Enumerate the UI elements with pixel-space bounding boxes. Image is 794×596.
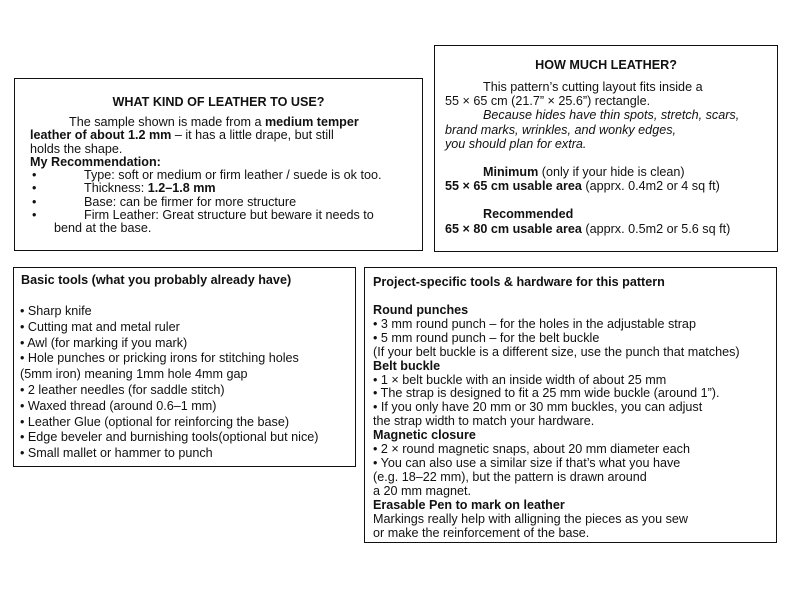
list-item: • The strap is designed to fit a 25 mm wide buckle (around 1”). [373, 386, 720, 401]
leather-type-title: WHAT KIND OF LEATHER TO USE? [112, 95, 325, 109]
intro-text-2: – it has a little drape, but still [171, 128, 334, 143]
list-item: a 20 mm magnet. [373, 483, 471, 498]
list-item: Markings really help with alligning the pieces as you sew [373, 511, 689, 526]
bullet-dot: • [32, 194, 37, 209]
list-item: • If you only have 20 mm or 30 mm buckles, you can adjust [373, 400, 703, 415]
recommended-area-value: 65 × 80 cm usable area [445, 221, 582, 236]
bullet-text: Firm Leather: Great structure but beware it needs to [84, 208, 374, 223]
list-item: • 5 mm round punch – for the belt buckle [373, 330, 600, 345]
basic-tools-title: Basic tools (what you probably already have) [21, 273, 292, 287]
leather-type-panel [14, 78, 423, 251]
bullet-base [30, 196, 416, 209]
round-punches-heading: Round punches [373, 303, 469, 317]
bullet-text: Type: soft or medium or firm leather / suede is ok too. [84, 168, 382, 183]
list-item: • Awl (for marking if you mark) [20, 335, 188, 350]
layout-line-3: Because hides have thin spots, stretch, scars, [483, 108, 740, 123]
list-item: • 3 mm round punch – for the holes in the adjustable strap [373, 316, 696, 331]
list-item: • Leather Glue (optional for reinforcing the base) [20, 414, 290, 429]
project-tools-title: Project-specific tools & hardware for this pattern [373, 275, 665, 289]
magnetic-closure-heading: Magnetic closure [373, 428, 476, 443]
list-item: • 2 leather needles (for saddle stitch) [20, 382, 225, 397]
list-item: • 2 × round magnetic snaps, about 20 mm diameter each [373, 442, 690, 457]
layout-line-5: you should plan for extra. [445, 136, 587, 151]
bullet-type [30, 169, 416, 182]
layout-line-2: 55 × 65 cm (21.7” × 25.6”) rectangle. [445, 94, 651, 109]
minimum-area [445, 179, 773, 193]
list-item: (5mm iron) meaning 1mm hole 4mm gap [20, 367, 248, 382]
minimum-area-note: (apprx. 0.4m2 or 4 sq ft) [581, 179, 720, 194]
list-item: • Edge beveler and burnishing tools(optional but nice) [20, 430, 319, 445]
list-item: • Small mallet or hammer to punch [20, 446, 213, 461]
recommended-label: Recommended [483, 207, 574, 222]
leather-type-body [30, 116, 416, 236]
list-item: or make the reinforcement of the base. [373, 525, 590, 540]
list-item: • 1 × belt buckle with an inside width of about 25 mm [373, 372, 667, 387]
layout-line-1: This pattern’s cutting layout fits inside a [483, 80, 703, 94]
intro-emphasis: medium temper [264, 115, 359, 129]
intro-line-2 [30, 129, 416, 142]
list-item: (e.g. 18–22 mm), but the pattern is drawn around [373, 469, 647, 484]
minimum-area-value: 55 × 65 cm usable area [445, 179, 582, 194]
list-item: (If your belt buckle is a different size, use the punch that matches) [373, 344, 740, 359]
basic-tools-panel [13, 267, 356, 467]
thickness-value: 1.2–1.8 mm [147, 181, 216, 196]
erasable-pen-heading: Erasable Pen to mark on leather [373, 497, 565, 512]
bullet-dot: • [32, 168, 37, 183]
bullet-dot: • [32, 208, 37, 223]
leather-amount-panel [434, 45, 778, 252]
intro-line-3: holds the shape. [30, 141, 123, 156]
list-item: • Waxed thread (around 0.6–1 mm) [20, 398, 217, 413]
leather-amount-title: HOW MUCH LEATHER? [535, 58, 677, 72]
thickness-label: Thickness: [84, 181, 148, 196]
list-item: • Cutting mat and metal ruler [20, 319, 180, 334]
project-tools-panel [364, 267, 777, 543]
bullet-thickness [30, 182, 416, 195]
project-tools-body [373, 304, 774, 540]
recommended-area-note: (apprx. 0.5m2 or 5.6 sq ft) [581, 221, 731, 236]
list-item: • Sharp knife [20, 304, 92, 318]
belt-buckle-heading: Belt buckle [373, 358, 441, 373]
minimum-label: Minimum [483, 165, 539, 180]
list-item: the strap width to match your hardware. [373, 414, 595, 429]
leather-amount-body [445, 80, 773, 236]
intro-text: The sample shown is made from a [69, 115, 265, 129]
list-item: • Hole punches or pricking irons for stitching holes [20, 351, 299, 366]
layout-line-4: brand marks, wrinkles, and wonky edges, [445, 122, 676, 137]
basic-tools-list [20, 304, 353, 462]
intro-emphasis-2: leather of about 1.2 mm [30, 128, 172, 143]
minimum-line [445, 165, 773, 179]
bullet-firm-continued: bend at the base. [54, 221, 152, 236]
list-item: • You can also use a similar size if that’s what you have [373, 455, 681, 470]
bullet-dot: • [32, 181, 37, 196]
recommendation-heading: My Recommendation: [30, 154, 161, 169]
minimum-note: (only if your hide is clean) [538, 165, 685, 180]
bullet-firm [30, 209, 416, 222]
bullet-text: Base: can be firmer for more structure [84, 194, 297, 209]
intro-line-1 [30, 116, 416, 129]
recommended-area [445, 222, 773, 236]
